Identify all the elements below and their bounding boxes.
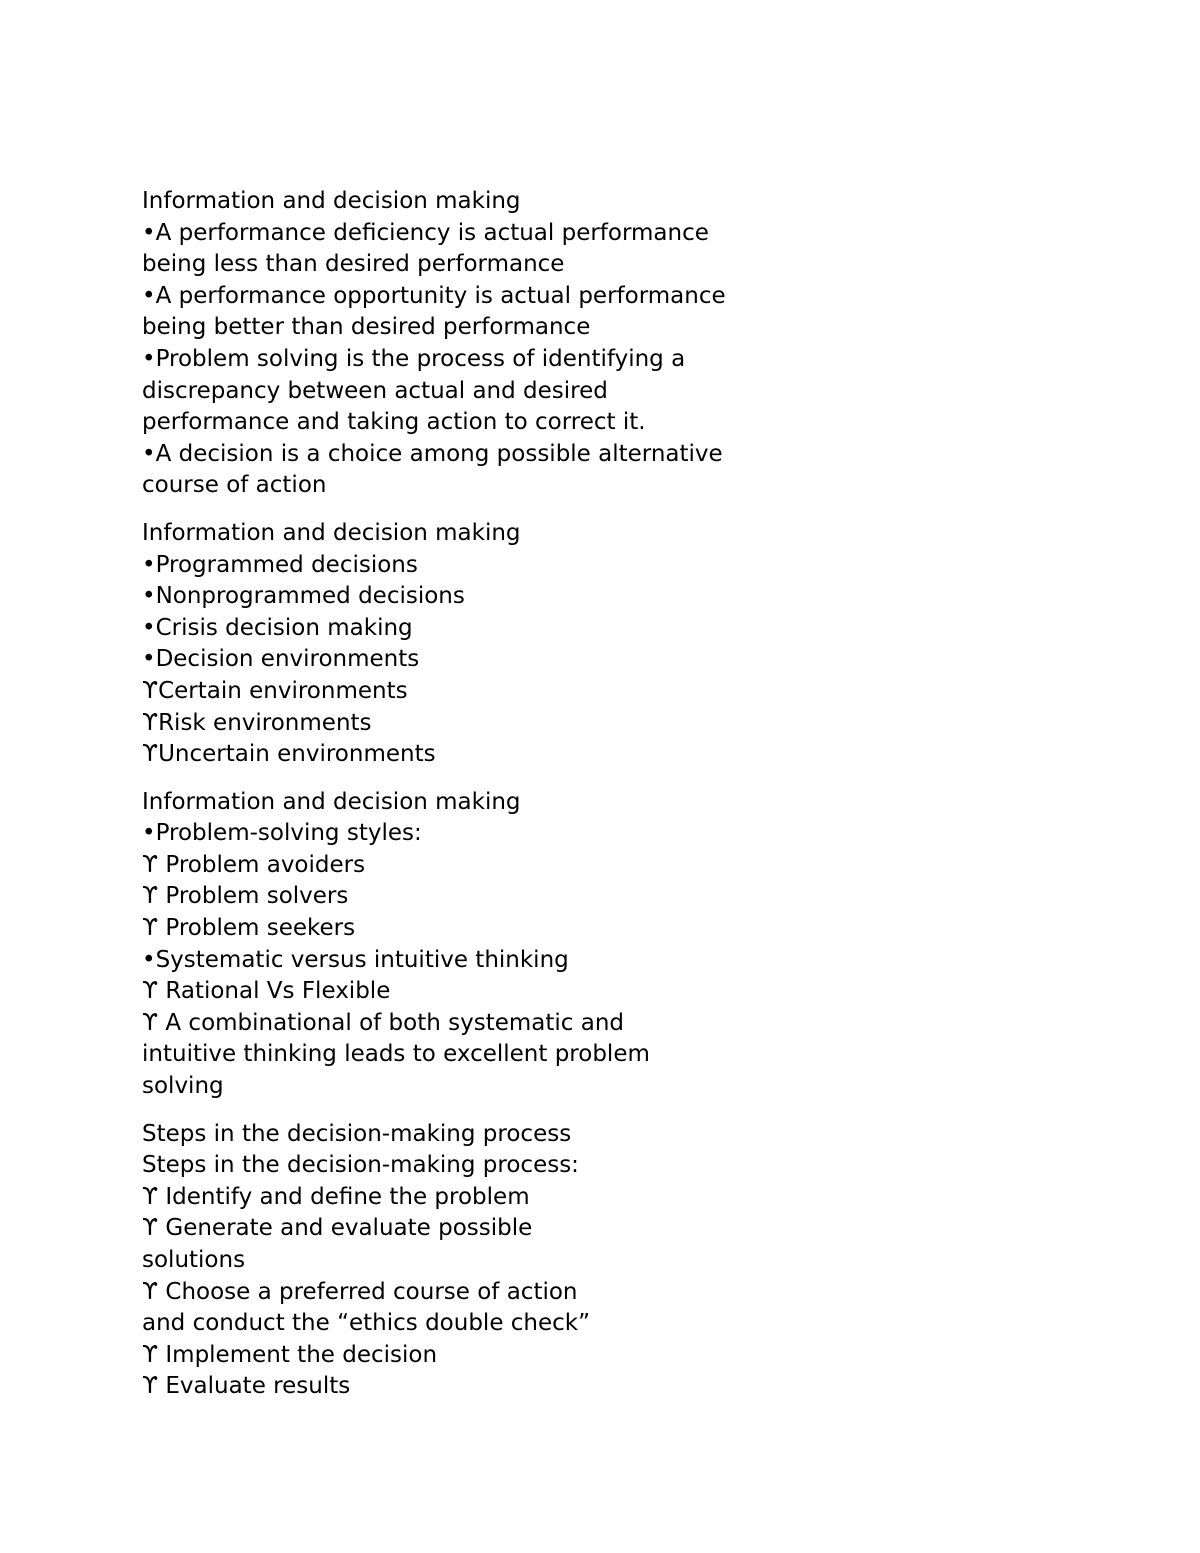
sub-bullet-line: ϒ Implement the decision	[142, 1341, 438, 1368]
text-line: discrepancy between actual and desired	[142, 377, 608, 404]
document-page	[142, 186, 782, 1419]
sub-bullet-line: ϒRisk environments	[142, 709, 372, 736]
bullet-line: •Problem-solving styles:	[142, 820, 422, 847]
section-information-decision-making-2	[142, 518, 782, 771]
section-heading: Information and decision making	[142, 519, 521, 546]
bullet-line: •A performance deficiency is actual performance	[142, 219, 709, 246]
section-information-decision-making-1	[142, 186, 782, 502]
sub-bullet-line: ϒ Identify and define the problem	[142, 1183, 530, 1210]
bullet-line: •Problem solving is the process of identifying a	[142, 345, 686, 372]
section-heading: Steps in the decision-making process	[142, 1120, 572, 1147]
sub-bullet-line: ϒ Generate and evaluate possible	[142, 1215, 533, 1242]
bullet-line: •A decision is a choice among possible alternative	[142, 440, 723, 467]
section-information-decision-making-3	[142, 787, 782, 1103]
bullet-line: •Nonprogrammed decisions	[142, 583, 465, 610]
section-decision-making-steps	[142, 1119, 782, 1403]
sub-bullet-line: ϒ Problem avoiders	[142, 851, 366, 878]
bullet-line: •Programmed decisions	[142, 551, 418, 578]
bullet-line: •A performance opportunity is actual performance	[142, 282, 726, 309]
text-line: and conduct the “ethics double check”	[142, 1310, 591, 1337]
sub-bullet-line: ϒUncertain environments	[142, 741, 436, 768]
bullet-line: •Crisis decision making	[142, 614, 413, 641]
sub-bullet-line: ϒ Evaluate results	[142, 1373, 351, 1400]
text-line: intuitive thinking leads to excellent problem	[142, 1041, 650, 1068]
sub-bullet-line: ϒ Choose a preferred course of action	[142, 1278, 578, 1305]
text-line: being less than desired performance	[142, 251, 565, 278]
text-line: performance and taking action to correct it.	[142, 409, 646, 436]
section-heading: Information and decision making	[142, 188, 521, 214]
sub-bullet-line: ϒ Rational Vs Flexible	[142, 978, 391, 1005]
bullet-line: •Decision environments	[142, 646, 420, 673]
sub-bullet-line: ϒ Problem seekers	[142, 915, 356, 942]
bullet-line: •Systematic versus intuitive thinking	[142, 946, 569, 973]
sub-bullet-line: ϒ A combinational of both systematic and	[142, 1009, 625, 1036]
text-line: solving	[142, 1073, 224, 1100]
sub-bullet-line: ϒ Problem solvers	[142, 883, 349, 910]
text-line: course of action	[142, 472, 327, 499]
text-line: being better than desired performance	[142, 314, 591, 341]
sub-bullet-line: ϒCertain environments	[142, 677, 408, 704]
text-line: solutions	[142, 1247, 246, 1273]
section-heading: Information and decision making	[142, 788, 521, 815]
text-line: Steps in the decision-making process:	[142, 1152, 579, 1179]
